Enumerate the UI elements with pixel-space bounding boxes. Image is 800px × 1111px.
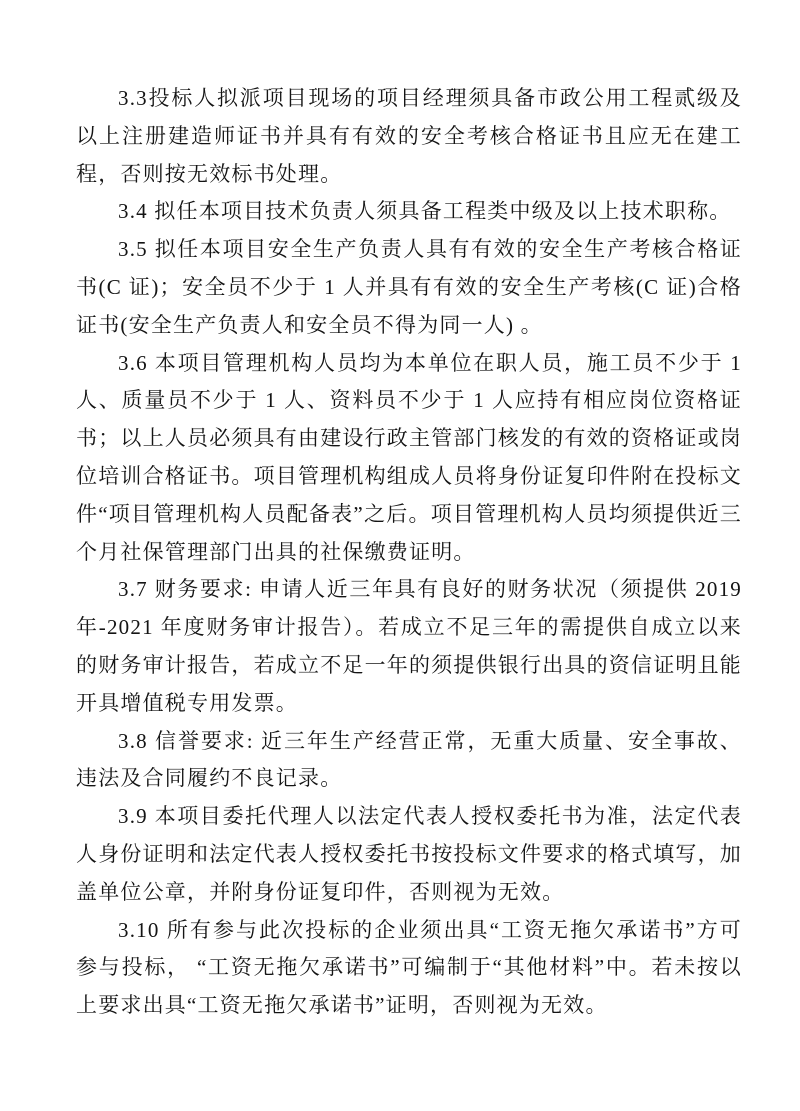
paragraph-3-10: 3.10 所有参与此次投标的企业须出具“工资无拖欠承诺书”方可参与投标， “工资无拖欠承诺书”可编制于“其他材料”中。若未按以上要求出具“工资无拖欠承诺书”证明，否则视为无效。	[76, 917, 742, 1018]
paragraph-3-3: 3.3投标人拟派项目现场的项目经理须具备市政公用工程贰级及以上注册建造师证书并具有有效的安全考核合格证书且应无在建工程，否则按无效标书处理。	[76, 86, 742, 186]
paragraph-3-9: 3.9 本项目委托代理人以法定代表人授权委托书为准，法定代表人身份证明和法定代表人授权委托书按投标文件要求的格式填写，加盖单位公章，并附身份证复印件，否则视为无效。	[76, 804, 742, 904]
paragraph-3-8: 3.8 信誉要求: 近三年生产经营正常，无重大质量、安全事故、违法及合同履约不良记录。	[76, 728, 742, 791]
paragraph-3-7: 3.7 财务要求: 申请人近三年具有良好的财务状况（须提供 2019 年-2021 年度财务审计报告）。若成立不足三年的需提供自成立以来的财务审计报告，若成立不足一年的须提供银行出具的资信证明且能开具增值税专用发票。	[76, 577, 742, 715]
paragraph-3-4: 3.4 拟任本项目技术负责人须具备工程类中级及以上技术职称。	[118, 199, 732, 224]
paragraph-3-6: 3.6 本项目管理机构人员均为本单位在职人员，施工员不少于 1 人、质量员不少于 1 人、资料员不少于 1 人应持有相应岗位资格证书；以上人员必须具有由建设行政主管部门核发的有效的资格证或岗位培训合格证书。项目管理机构组成人员将身份证复印件附在投标文件“项目管理机构人员配备表”之后。项目管理机构人员均须提供近三个月社保管理部门出具的社保缴费证明。	[76, 350, 742, 564]
paragraph-3-5: 3.5 拟任本项目安全生产负责人具有有效的安全生产考核合格证书(C 证)；安全员不少于 1 人并具有有效的安全生产考核(C 证)合格证书(安全生产负责人和安全员不得为同一人) 。	[76, 237, 742, 337]
